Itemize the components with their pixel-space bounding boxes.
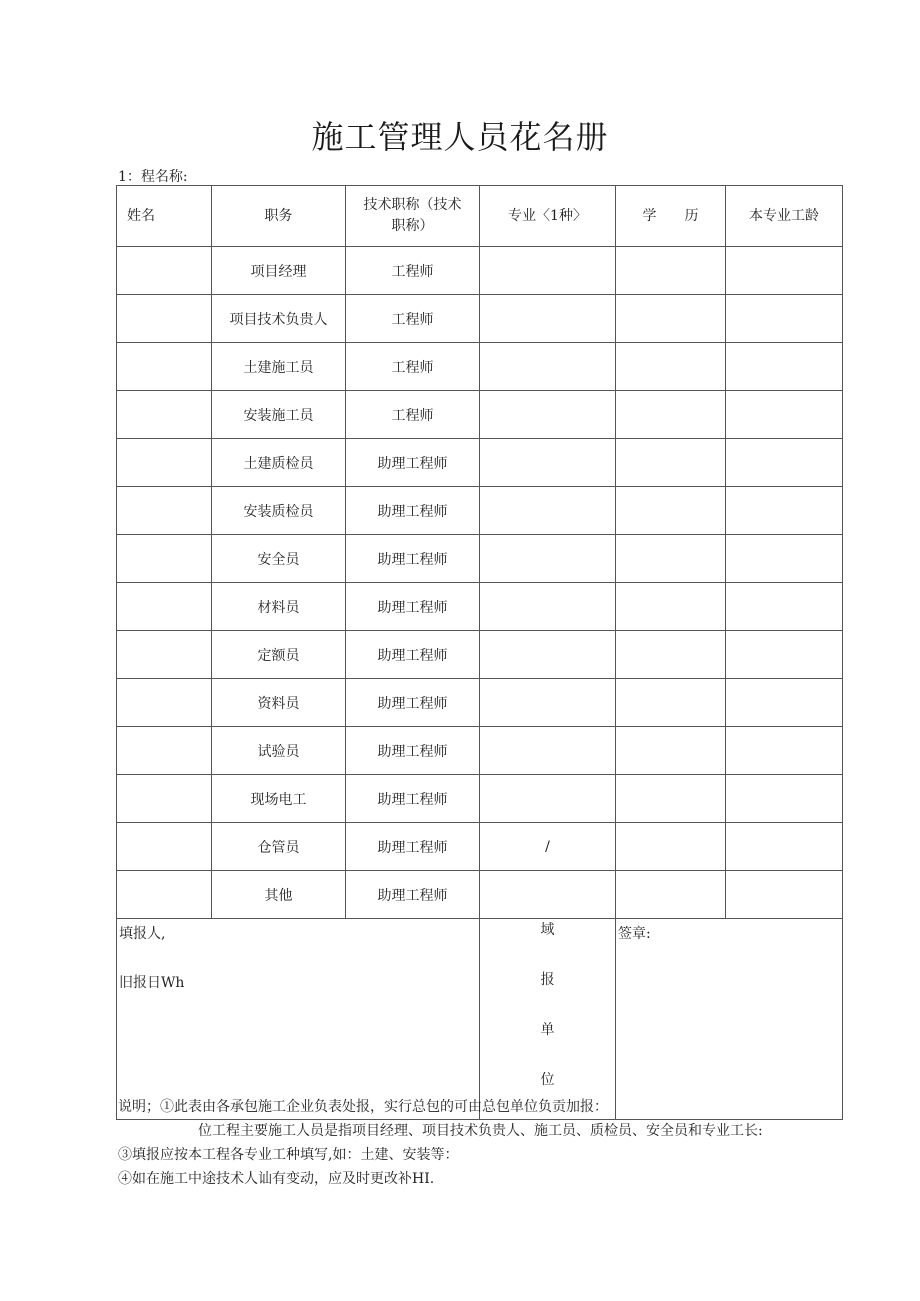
header-education: 学 历 [616,186,726,247]
education-cell[interactable] [616,823,726,871]
education-cell[interactable] [616,631,726,679]
major-cell[interactable] [480,871,616,919]
education-cell[interactable] [616,679,726,727]
staff-roster-table [116,185,843,1120]
note-line: 位工程主要施工人员是指项目经理、项目技术负贵人、施工员、质检员、安全员和专业工长: [198,1123,763,1139]
education-cell[interactable] [616,343,726,391]
years-cell[interactable] [726,295,843,343]
years-cell[interactable] [726,823,843,871]
position-cell: 材料员 [212,583,346,631]
years-cell[interactable] [726,247,843,295]
position-cell: 仓管员 [212,823,346,871]
table-row [117,631,843,679]
position-cell: 安装质检员 [212,487,346,535]
table-row [117,391,843,439]
header-position: 职务 [212,186,346,247]
header-tech-title [346,186,480,247]
position-cell: 定额员 [212,631,346,679]
years-cell[interactable] [726,679,843,727]
years-cell[interactable] [726,343,843,391]
major-cell[interactable] [480,631,616,679]
reporting-unit-cell [480,919,616,1120]
project-name-label: 1：程名称: [118,169,188,185]
header-tech-title-text: 技术职称（技术职称） [363,197,462,234]
education-cell[interactable] [616,487,726,535]
table-row [117,823,843,871]
name-cell[interactable] [117,487,212,535]
major-cell[interactable] [480,391,616,439]
tech-title-cell: 助理工程师 [346,439,480,487]
education-cell[interactable] [616,727,726,775]
unit-char: 位 [540,1072,555,1088]
name-cell[interactable] [117,775,212,823]
major-cell[interactable] [480,679,616,727]
table-row [117,343,843,391]
position-cell: 其他 [212,871,346,919]
years-cell[interactable] [726,487,843,535]
major-cell[interactable] [480,439,616,487]
tech-title-cell: 助理工程师 [346,679,480,727]
education-cell[interactable] [616,583,726,631]
unit-char: 单 [540,1022,555,1038]
signature-row [117,919,843,1120]
name-cell[interactable] [117,343,212,391]
table-row [117,775,843,823]
education-cell[interactable] [616,439,726,487]
name-cell[interactable] [117,631,212,679]
name-cell[interactable] [117,247,212,295]
table-row [117,487,843,535]
tech-title-cell: 工程师 [346,295,480,343]
name-cell[interactable] [117,727,212,775]
tech-title-cell: 助理工程师 [346,727,480,775]
major-cell[interactable] [480,727,616,775]
years-cell[interactable] [726,631,843,679]
table-row [117,439,843,487]
name-cell[interactable] [117,391,212,439]
major-cell[interactable] [480,583,616,631]
tech-title-cell: 助理工程师 [346,535,480,583]
tech-title-cell: 工程师 [346,391,480,439]
years-cell[interactable] [726,391,843,439]
major-cell[interactable] [480,775,616,823]
education-cell[interactable] [616,535,726,583]
table-row [117,679,843,727]
years-cell[interactable] [726,727,843,775]
tech-title-cell: 工程师 [346,247,480,295]
years-cell[interactable] [726,775,843,823]
page-title: 施工管理人员花名册 [311,118,609,156]
stamp-cell[interactable] [616,919,843,1120]
major-cell[interactable]: / [480,823,616,871]
major-cell[interactable] [480,343,616,391]
unit-char: 报 [540,972,555,988]
table-row [117,535,843,583]
name-cell[interactable] [117,295,212,343]
major-cell[interactable] [480,295,616,343]
header-years: 本专业工龄 [726,186,843,247]
note-line: ③填报应按本工程各专业工种填写,如：土建、安装等： [118,1147,459,1163]
position-cell: 项目经理 [212,247,346,295]
tech-title-cell: 助理工程师 [346,775,480,823]
stamp-label: 签章: [618,926,651,942]
position-cell: 项目技术负贵人 [212,295,346,343]
fill-date-label: 旧报日Wh [119,975,185,991]
position-cell: 土建施工员 [212,343,346,391]
notes-section [118,1095,763,1191]
education-cell[interactable] [616,775,726,823]
name-cell[interactable] [117,679,212,727]
education-cell[interactable] [616,871,726,919]
table-row [117,295,843,343]
name-cell[interactable] [117,823,212,871]
position-cell: 安全员 [212,535,346,583]
years-cell[interactable] [726,871,843,919]
tech-title-cell: 助理工程师 [346,631,480,679]
filler-cell[interactable] [117,919,480,1120]
years-cell[interactable] [726,535,843,583]
major-cell[interactable] [480,247,616,295]
education-cell[interactable] [616,391,726,439]
position-cell: 资料员 [212,679,346,727]
position-cell: 现场电工 [212,775,346,823]
table-row [117,727,843,775]
position-cell: 土建质检员 [212,439,346,487]
years-cell[interactable] [726,439,843,487]
tech-title-cell: 助理工程师 [346,823,480,871]
education-cell[interactable] [616,247,726,295]
tech-title-cell: 工程师 [346,343,480,391]
name-cell[interactable] [117,535,212,583]
header-major: 专业〈1种〉 [480,186,616,247]
table-row [117,247,843,295]
education-cell[interactable] [616,295,726,343]
table-row [117,871,843,919]
note-line: 说明；①此表由各承包施工企业负表处报，实行总包的可由总包单位负贡加报： [118,1099,608,1115]
position-cell: 试验员 [212,727,346,775]
years-cell[interactable] [726,583,843,631]
position-cell: 安装施工员 [212,391,346,439]
name-cell[interactable] [117,583,212,631]
header-name: 姓名 [117,186,212,247]
table-row [117,583,843,631]
unit-char: 域 [540,922,555,938]
tech-title-cell: 助理工程师 [346,871,480,919]
tech-title-cell: 助理工程师 [346,583,480,631]
name-cell[interactable] [117,439,212,487]
name-cell[interactable] [117,871,212,919]
note-line: ④如在施工中途技术人讪有变动，应及时更改补HI. [118,1171,435,1187]
major-cell[interactable] [480,487,616,535]
major-cell[interactable] [480,535,616,583]
filler-label: 填报人, [119,926,166,942]
header-row [117,186,843,247]
tech-title-cell: 助理工程师 [346,487,480,535]
